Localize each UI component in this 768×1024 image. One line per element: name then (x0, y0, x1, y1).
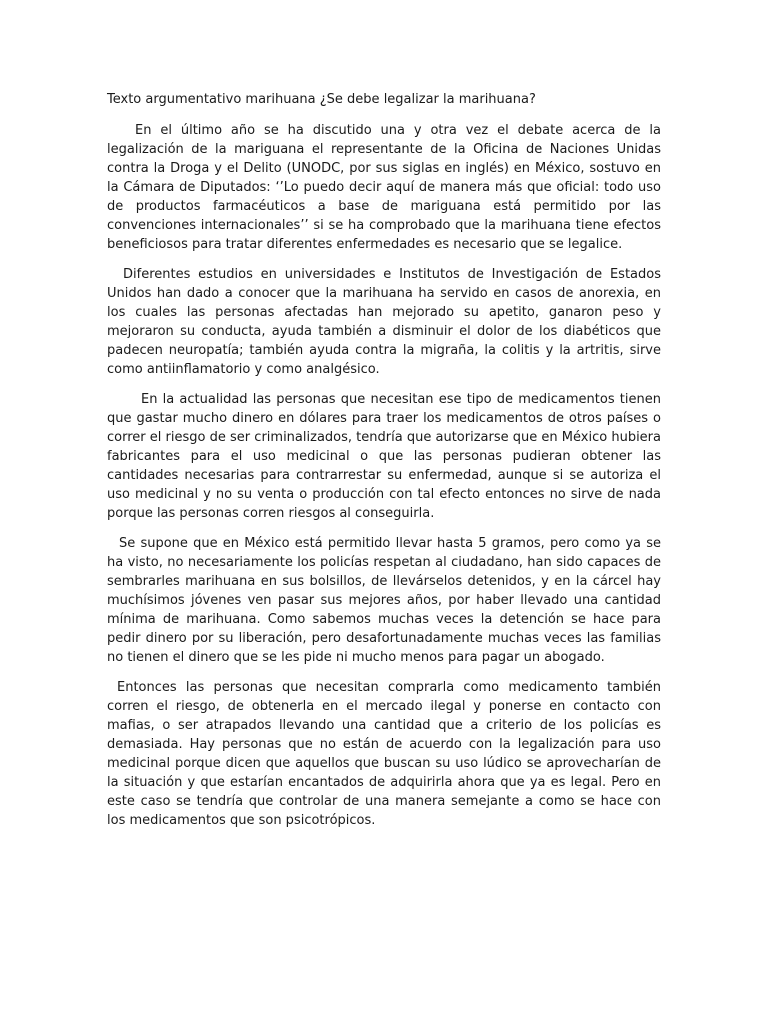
document-title: Texto argumentativo marihuana ¿Se debe legalizar la marihuana? (107, 92, 536, 107)
paragraph-4: Se supone que en México está permitido llevar hasta 5 gramos, pero como ya se ha visto, no necesariamente los policías respetan al ciudadano, han sido capaces de sembrarles marihuana en sus bolsillos, de llevárselos detenidos, y en la cárcel hay muchísimos jóvenes ven pasar sus mejores años, por haber llevado una cantidad mínima de marihuana. Como sabemos muchas veces la detención se hace para pedir dinero por su liberación, pero desafortunadamente muchas veces las familias no tienen el dinero que se les pide ni mucho menos para pagar un abogado. (107, 536, 661, 665)
document-page (107, 90, 661, 841)
paragraph-1: En el último año se ha discutido una y otra vez el debate acerca de la legalización de la mariguana el representante de la Oficina de Naciones Unidas contra la Droga y el Delito (UNODC, por sus siglas en inglés) en México, sostuvo en la Cámara de Diputados: ‘’Lo puedo decir aquí de manera más que oficial: todo uso de productos farmacéuticos a base de mariguana está permitido por las convenciones internacionales’’ si se ha comprobado que la marihuana tiene efectos beneficiosos para tratar diferentes enfermedades es necesario que se legalice. (107, 123, 661, 252)
paragraph-5: Entonces las personas que necesitan comprarla como medicamento también corren el riesgo, de obtenerla en el mercado ilegal y ponerse en contacto con mafias, o ser atrapados llevando una cantidad que a criterio de los policías es demasiada. Hay personas que no están de acuerdo con la legalización para uso medicinal porque dicen que aquellos que buscan su uso lúdico se aprovecharían de la situación y que estarían encantados de adquirirla ahora que ya es legal. Pero en este caso se tendría que controlar de una manera semejante a como se hace con los medicamentos que son psicotrópicos. (107, 680, 661, 828)
paragraph-2: Diferentes estudios en universidades e Institutos de Investigación de Estados Unidos han dado a conocer que la marihuana ha servido en casos de anorexia, en los cuales las personas afectadas han mejorado su apetito, ganaron peso y mejoraron su conducta, ayuda también a disminuir el dolor de los diabéticos que padecen neuropatía; también ayuda contra la migraña, la colitis y la artritis, sirve como antiinflamatorio y como analgésico. (107, 267, 661, 377)
paragraph-3: En la actualidad las personas que necesitan ese tipo de medicamentos tienen que gastar mucho dinero en dólares para traer los medicamentos de otros países o correr el riesgo de ser criminalizados, tendría que autorizarse que en México hubiera fabricantes para el uso medicinal o que las personas pudieran obtener las cantidades necesarias para contrarrestar su enfermedad, aunque si se autoriza el uso medicinal y no su venta o producción con tal efecto entonces no sirve de nada porque las personas corren riesgos al conseguirla. (107, 392, 661, 521)
